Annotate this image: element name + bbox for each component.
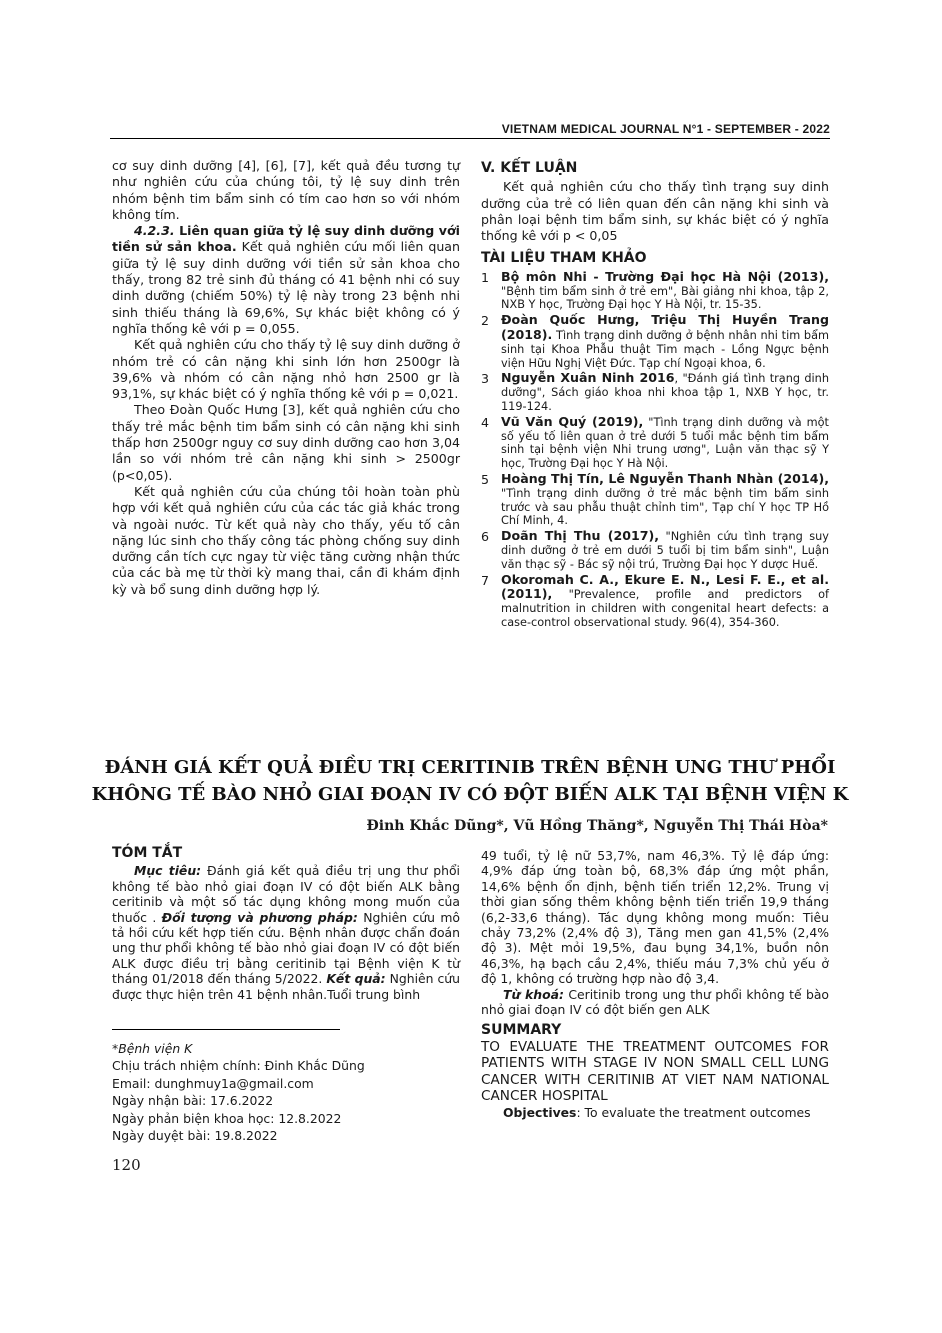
reference-number: 6	[481, 529, 490, 545]
reference-item	[481, 529, 829, 571]
subsection-4-2-3	[112, 223, 460, 337]
reference-number: 2	[481, 313, 490, 329]
reference-detail: , "Đánh giá tình trạng dinh dưỡng", Sách giáo khoa nhi khoa tập 1, NXB Y học, tr. 119-124.	[501, 372, 829, 413]
subsection-text: Kết quả nghiên cứu mối liên quan giữa tỷ lệ suy dinh dưỡng với tiền sử sản khoa cho thấy, trong 82 trẻ sinh đủ tháng có 41 bệnh nhi có suy dinh dưỡng (chiếm 50%) tỷ lệ này trong 23 bệnh nhi sinh thiếu tháng là 69,6%, Sự khác biệt không có ý nghĩa thống kê với p = 0,055.	[112, 239, 460, 336]
abstract-heading: TÓM TẮT	[112, 845, 183, 861]
conclusion-text: Kết quả nghiên cứu cho thấy tình trạng suy dinh dưỡng của trẻ có liên quan đến cân nặng khi sinh và phân loại bệnh tim bẩm sinh, sự khác biệt có ý nghĩa thống kê với p < 0,05	[481, 179, 829, 244]
paragraph: cơ suy dinh dưỡng [4], [6], [7], kết quả đều tương tự như nghiên cứu của chúng tôi, tỷ lệ suy dinh trên nhóm bệnh tim bẩm sinh có tím cao hơn so với nhóm không tím.	[112, 158, 460, 222]
article-title-line: KHÔNG TẾ BÀO NHỎ GIAI ĐOẠN IV CÓ ĐỘT BIẾN ALK TẠI BỆNH VIỆN K	[91, 784, 849, 805]
objectives-label: Mục tiêu:	[134, 863, 202, 879]
reference-number: 1	[481, 269, 490, 285]
reference-item	[481, 415, 829, 471]
article-title	[90, 754, 850, 808]
summary-title: TO EVALUATE THE TREATMENT OUTCOMES FOR PATIENTS WITH STAGE IV NON SMALL CELL LUNG CANCER WITH CERITINIB AT VIET NAM NATIONAL CANCER HOSPITAL	[481, 1038, 829, 1105]
corresponding-author: Chịu trách nhiệm chính: Đinh Khắc Dũng	[112, 1058, 365, 1074]
reference-number: 7	[481, 572, 490, 588]
paragraph: Kết quả nghiên cứu của chúng tôi hoàn toàn phù hợp với kết quả nghiên cứu của các tác giả khác trong và ngoài nước. Từ kết quả này cho thấy, yếu tố cân nặng lúc sinh cho thấy công tác phòng chống suy dinh dưỡng cần tích cực ngay từ việc tăng cường nhận thức của các bà mẹ từ thời kỳ mang thai, cần đi khám định kỳ và bổ sung dinh dưỡng hợp lý.	[112, 483, 460, 597]
reference-author: Okoromah C. A., Ekure E. N., Lesi F. E., et al. (2011),	[501, 571, 829, 602]
abstract-results-text: 49 tuổi, tỷ lệ nữ 53,7%, nam 46,3%. Tỷ lệ đáp ứng: 4,9% đáp ứng toàn bộ, 68,3% đáp ứng một phần, 14,6% bệnh ổn định, bệnh tiến triển 12,2%. Trung vị thời gian sống thêm không bệnh tiến triển 19,9 tháng (6,2-33,6 tháng). Tác dụng không mong muốn: Tiêu chảy 73,2% (2,4% độ 3), Tăng men gan 41,5% (2,4% độ 3). Mệt mỏi 19,5%, đau bụng 34,1%, buồn nôn 46,3%, hạ bạch cầu 2,4%, thiếu máu 7,3% chủ yếu ở độ 1, không có trường hợp nào độ 3,4.	[481, 848, 829, 987]
subsection-number: 4.2.3.	[134, 223, 175, 239]
reference-author: Hoàng Thị Tín, Lê Nguyễn Thanh Nhàn (2014),	[501, 470, 829, 486]
abstract-left	[112, 846, 460, 1002]
header-rule	[110, 138, 830, 139]
footnote-rule	[112, 1029, 340, 1030]
reference-detail: "Nghiên cứu tình trạng suy dinh dưỡng ở trẻ em dưới 5 tuổi bị tim bẩm sinh", Luận văn thạc sỹ - Bác sỹ nội trú, Trường Đại học Y dược Huế.	[501, 530, 829, 571]
reference-author: Đoàn Quốc Hưng, Triệu Thị Huyền Trang (2018).	[501, 312, 829, 342]
right-column	[481, 158, 829, 631]
reference-detail: "Bệnh tim bẩm sinh ở trẻ em", Bài giảng nhi khoa, tập 2, NXB Y học, Trường Đại học Y Hà Nội, tr. 15-35.	[501, 284, 829, 312]
reference-detail: "Prevalence, profile and predictors of malnutrition in children with congenital heart defects: a case-control observational study. 96(4), 354-360.	[501, 588, 829, 629]
paragraph: Kết quả nghiên cứu cho thấy tỷ lệ suy dinh dưỡng ở nhóm trẻ có cân nặng khi sinh lớn hơn 2500gr là 39,6% và nhóm có cân nặng nhỏ hơn 2500 gr là 93,1%, sự khác biệt có ý nghĩa thống kê với p = 0,021.	[112, 337, 460, 402]
reference-item	[481, 313, 829, 370]
date-accepted: Ngày duyệt bài: 19.8.2022	[112, 1128, 278, 1144]
left-column	[112, 158, 460, 598]
date-received: Ngày nhận bài: 17.6.2022	[112, 1093, 274, 1109]
date-reviewed: Ngày phản biện khoa học: 12.8.2022	[112, 1110, 342, 1126]
reference-list	[481, 270, 829, 630]
journal-header: VIETNAM MEDICAL JOURNAL N°1 - SEPTEMBER - 2022	[501, 122, 830, 136]
references-heading: TÀI LIỆU THAM KHẢO	[481, 250, 647, 267]
reference-number: 4	[481, 414, 490, 430]
reference-number: 3	[481, 371, 490, 387]
reference-item	[481, 573, 829, 630]
reference-item	[481, 270, 829, 312]
reference-number: 5	[481, 471, 490, 487]
reference-item	[481, 371, 829, 413]
article-title-line: ĐÁNH GIÁ KẾT QUẢ ĐIỀU TRỊ CERITINIB TRÊN BỆNH UNG THƯ PHỔI	[104, 757, 836, 778]
keywords-label: Từ khoá:	[503, 986, 564, 1002]
abstract-right	[481, 848, 829, 1120]
keywords: Từ khoá: Ceritinib trong ung thư phổi không tế bào nhỏ giai đoạn IV có đột biến gen ALK	[481, 986, 829, 1018]
conclusion-heading: V. KẾT LUẬN	[481, 160, 578, 176]
reference-author: Nguyễn Xuân Ninh 2016	[501, 370, 675, 386]
paragraph: Theo Đoàn Quốc Hưng [3], kết quả nghiên cứu cho thấy trẻ mắc bệnh tim bẩm sinh có cân nặng khi sinh thấp hơn 2500gr nguy cơ suy dinh dưỡng cao hơn 3,04 lần so với nhóm trẻ cân nặng khi sinh > 2500gr (p<0,05).	[112, 402, 460, 483]
methods-label: Đối tượng và phương pháp:	[161, 909, 358, 925]
reference-detail: "Tình trạng dinh dưỡng ở trẻ mắc bệnh tim bẩm sinh trước và sau phẫu thuật chỉnh tim", Tạp chí Y học TP Hồ Chí Minh, 4.	[501, 486, 829, 528]
summary-objectives: Objectives: To evaluate the treatment outcomes	[503, 1104, 811, 1120]
summary-heading: SUMMARY	[481, 1022, 562, 1039]
email: Email: dunghmuy1a@gmail.com	[112, 1075, 314, 1091]
subsection-title: Liên quan giữa tỷ lệ suy dinh dưỡng với tiền sử sản khoa.	[112, 223, 460, 255]
article-authors: Đinh Khắc Dũng*, Vũ Hồng Thăng*, Nguyễn Thị Thái Hòa*	[366, 818, 828, 834]
results-label: Kết quả:	[326, 971, 386, 987]
summary-objectives-label: Objectives	[503, 1104, 577, 1120]
reference-author: Vũ Văn Quý (2019),	[501, 413, 644, 429]
reference-author: Bộ môn Nhi - Trường Đại học Hà Nội (2013),	[501, 268, 829, 284]
reference-author: Doãn Thị Thu (2017),	[501, 528, 660, 544]
reference-detail: "Tình trạng dinh dưỡng và một số yếu tố liên quan ở trẻ dưới 5 tuổi mắc bệnh tim bẩm sinh tại bệnh viện Nhi trung ương", Luận văn thạc sỹ Y học, Trường Đại học Y Hà Nội.	[501, 415, 829, 471]
reference-detail: Tình trạng dinh dưỡng ở bệnh nhân nhi tim bẩm sinh tại Khoa Phẫu thuật Tim mạch - Lồng Ngực bệnh viện Hữu Nghị Việt Đức. Tạp chí Ngoại khoa, 6.	[501, 328, 829, 370]
affiliation: *Bệnh viện K	[112, 1041, 193, 1056]
reference-item	[481, 472, 829, 528]
abstract-text: Mục tiêu: Đánh giá kết quả điều trị ung thư phổi không tế bào nhỏ giai đoạn IV có đột biến ALK bằng ceritinib và một số tác dụng không mong muốn của thuốc . Đối tượng và phương pháp: Nghiên cứu mô tả hồi cứu kết hợp tiến cứu. Bệnh nhân được chẩn đoán ung thư phổi không tế bào nhỏ giai đoạn IV có đột biến ALK được điều trị bằng ceritinib tại Bệnh viện K từ tháng 01/2018 đến tháng 5/2022. Kết quả: Nghiên cứu được thực hiện trên 41 bệnh nhân.Tuổi trung bình	[112, 863, 461, 1002]
page-number: 120	[112, 1156, 141, 1174]
footnotes	[112, 1040, 460, 1144]
